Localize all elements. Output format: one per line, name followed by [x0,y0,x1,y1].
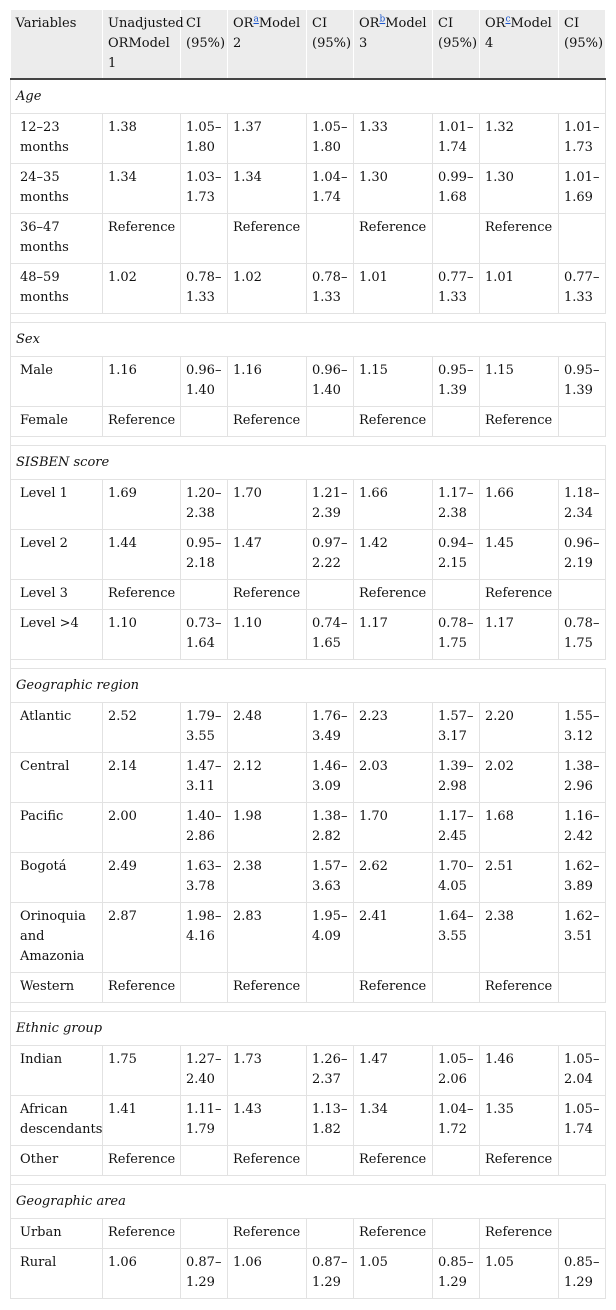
model3-ci-cell: 0.94–2.15 [433,530,480,580]
row-label: Level 3 [11,580,103,610]
model4-or-cell: 1.45 [480,530,559,580]
row-label: Orinoquia and Amazonia [11,903,103,973]
section-title: Age [11,79,606,114]
row-label: Pacific [11,803,103,853]
footnote-link-c[interactable]: c [505,14,511,25]
model3-or-cell: 1.70 [354,803,433,853]
model2-ci-cell: 1.04–1.74 [307,164,354,214]
model3-ci-cell: 1.04–1.72 [433,1096,480,1146]
model3-or-cell: 1.34 [354,1096,433,1146]
table-row [11,114,606,164]
model1-or-cell: Reference [103,407,181,437]
model4-or-cell: 1.35 [480,1096,559,1146]
model4-or-cell: 1.01 [480,264,559,314]
model3-or-cell: Reference [354,580,433,610]
model1-ci-cell: 0.87–1.29 [181,1249,228,1299]
header-model2: $OR^aModel$ 2 [228,10,307,79]
model1-or-cell: 1.06 [103,1249,181,1299]
row-label: Level >4 [11,610,103,660]
model3-or-cell: 1.15 [354,357,433,407]
model1-or-cell: Reference [103,214,181,264]
model2-ci-cell: 1.38–2.82 [307,803,354,853]
table-row [11,407,606,437]
model2-ci-cell: 0.78–1.33 [307,264,354,314]
model3-or-cell: 2.03 [354,753,433,803]
section-spacer [11,1003,606,1012]
model3-or-cell: 1.17 [354,610,433,660]
model1-ci-cell: 1.27–2.40 [181,1046,228,1096]
row-label: Level 2 [11,530,103,580]
model4-ci-cell: 0.77–1.33 [559,264,606,314]
model2-ci-cell [307,580,354,610]
spacer-cell [11,314,606,323]
model2-or-cell: 2.38 [228,853,307,903]
row-label: Indian [11,1046,103,1096]
model4-or-cell: Reference [480,973,559,1003]
model2-ci-cell: 1.76–3.49 [307,703,354,753]
model1-ci-cell: 1.11–1.79 [181,1096,228,1146]
model4-or-cell: 2.20 [480,703,559,753]
model1-or-cell: 1.34 [103,164,181,214]
spacer-cell [11,660,606,669]
model2-ci-cell [307,1146,354,1176]
model2-ci-cell [307,1219,354,1249]
model3-or-cell: 1.01 [354,264,433,314]
table-row [11,264,606,314]
table-header [11,10,606,79]
model2-ci-cell: 0.74–1.65 [307,610,354,660]
model1-or-cell: 1.69 [103,480,181,530]
model1-or-cell: Reference [103,973,181,1003]
table-row [11,480,606,530]
model3-ci-cell [433,407,480,437]
model1-ci-cell [181,1146,228,1176]
model3-ci-cell: 1.17–2.38 [433,480,480,530]
model2-or-cell: 1.43 [228,1096,307,1146]
header-model3: $OR^bModel$ 3 [354,10,433,79]
model3-or-cell: 2.41 [354,903,433,973]
table-body [11,79,606,1299]
model4-ci-cell: 1.38–2.96 [559,753,606,803]
model1-or-cell: Reference [103,580,181,610]
header-unadjusted-model1: Unadjusted ORModel 1 [103,10,181,79]
spacer-cell [11,437,606,446]
model3-ci-cell: 0.95–1.39 [433,357,480,407]
model1-ci-cell [181,973,228,1003]
model4-ci-cell [559,580,606,610]
row-label: 12–23 months [11,114,103,164]
model4-ci-cell: 1.05–2.04 [559,1046,606,1096]
model4-or-cell: 1.66 [480,480,559,530]
model2-or-cell: Reference [228,973,307,1003]
model1-or-cell: 1.38 [103,114,181,164]
model4-ci-cell: 1.01–1.73 [559,114,606,164]
section-title: Geographic area [11,1185,606,1219]
table-row [11,164,606,214]
row-label: Male [11,357,103,407]
model4-ci-cell [559,1146,606,1176]
model2-ci-cell [307,973,354,1003]
model4-or-cell: 1.68 [480,803,559,853]
model4-ci-cell [559,1219,606,1249]
section-spacer [11,437,606,446]
model2-ci-cell: 0.97–2.22 [307,530,354,580]
section-spacer [11,314,606,323]
model1-or-cell: 1.44 [103,530,181,580]
model2-or-cell: 2.48 [228,703,307,753]
model2-ci-cell [307,407,354,437]
model3-or-cell: Reference [354,1219,433,1249]
row-label: Rural [11,1249,103,1299]
model2-or-cell: 1.06 [228,1249,307,1299]
model4-or-cell: 1.15 [480,357,559,407]
model4-or-cell: 2.38 [480,903,559,973]
model3-ci-cell: 1.57–3.17 [433,703,480,753]
table-row [11,753,606,803]
model2-ci-cell: 1.05–1.80 [307,114,354,164]
header-model4: $OR^cModel$ 4 [480,10,559,79]
model3-or-cell: 1.30 [354,164,433,214]
table-row [11,214,606,264]
section-row [11,446,606,480]
model3-or-cell: 1.05 [354,1249,433,1299]
model3-or-cell: 1.33 [354,114,433,164]
row-label: Central [11,753,103,803]
model3-ci-cell: 0.78–1.75 [433,610,480,660]
model1-or-cell: 1.75 [103,1046,181,1096]
row-label: Western [11,973,103,1003]
model3-or-cell: 2.62 [354,853,433,903]
model4-or-cell: 1.32 [480,114,559,164]
model4-ci-cell [559,973,606,1003]
model1-ci-cell [181,407,228,437]
model2-ci-cell: 1.21–2.39 [307,480,354,530]
model3-or-cell: 1.66 [354,480,433,530]
model1-ci-cell: 1.98–4.16 [181,903,228,973]
model3-ci-cell: 1.17–2.45 [433,803,480,853]
row-label: Other [11,1146,103,1176]
row-label: 36–47 months [11,214,103,264]
section-row [11,669,606,703]
row-label: 24–35 months [11,164,103,214]
odds-ratio-table [10,10,606,1299]
model4-ci-cell: 0.78–1.75 [559,610,606,660]
model4-or-cell: Reference [480,580,559,610]
header-ci-4: CI (95%) [559,10,606,79]
row-label: Female [11,407,103,437]
header-ci-3: CI (95%) [433,10,480,79]
model2-or-cell: 1.16 [228,357,307,407]
model3-or-cell: 1.42 [354,530,433,580]
model2-ci-cell: 1.57–3.63 [307,853,354,903]
model3-ci-cell: 1.70–4.05 [433,853,480,903]
table-row [11,1046,606,1096]
section-title: Sex [11,323,606,357]
model2-ci-cell: 1.13–1.82 [307,1096,354,1146]
model3-or-cell: Reference [354,973,433,1003]
model1-ci-cell: 0.73–1.64 [181,610,228,660]
model4-ci-cell: 1.62–3.51 [559,903,606,973]
model4-ci-cell: 0.95–1.39 [559,357,606,407]
model4-or-cell: Reference [480,214,559,264]
section-row [11,1185,606,1219]
table-row [11,973,606,1003]
model4-ci-cell: 1.16–2.42 [559,803,606,853]
model3-or-cell: Reference [354,214,433,264]
model3-ci-cell [433,1219,480,1249]
table-row [11,853,606,903]
model1-ci-cell: 1.05–1.80 [181,114,228,164]
spacer-cell [11,1176,606,1185]
model4-ci-cell: 0.96–2.19 [559,530,606,580]
table-row [11,610,606,660]
model1-or-cell: Reference [103,1219,181,1249]
model3-ci-cell [433,973,480,1003]
model2-ci-cell: 0.87–1.29 [307,1249,354,1299]
model1-or-cell: 2.00 [103,803,181,853]
model1-ci-cell: 1.20–2.38 [181,480,228,530]
table-row [11,530,606,580]
model3-ci-cell: 0.85–1.29 [433,1249,480,1299]
model2-or-cell: 2.12 [228,753,307,803]
model2-or-cell: 1.73 [228,1046,307,1096]
model3-ci-cell: 1.64–3.55 [433,903,480,973]
model1-or-cell: 2.49 [103,853,181,903]
model2-ci-cell [307,214,354,264]
model2-or-cell: 2.83 [228,903,307,973]
model2-or-cell: Reference [228,580,307,610]
table-row [11,357,606,407]
section-title: Ethnic group [11,1012,606,1046]
model1-or-cell: 1.16 [103,357,181,407]
model2-ci-cell: 0.96–1.40 [307,357,354,407]
row-label: African descendants [11,1096,103,1146]
model1-ci-cell: 0.95–2.18 [181,530,228,580]
section-spacer [11,660,606,669]
model4-ci-cell: 1.01–1.69 [559,164,606,214]
table-row [11,580,606,610]
model1-ci-cell [181,1219,228,1249]
model2-or-cell: Reference [228,1146,307,1176]
model1-or-cell: 2.14 [103,753,181,803]
model1-ci-cell [181,214,228,264]
model1-ci-cell: 1.79–3.55 [181,703,228,753]
model2-or-cell: 1.47 [228,530,307,580]
model3-ci-cell [433,214,480,264]
header-ci-2: CI (95%) [307,10,354,79]
table-row [11,1096,606,1146]
spacer-cell [11,1003,606,1012]
model3-ci-cell: 1.39–2.98 [433,753,480,803]
model1-or-cell: 1.41 [103,1096,181,1146]
model4-or-cell: 2.51 [480,853,559,903]
model1-ci-cell [181,580,228,610]
model2-or-cell: 1.10 [228,610,307,660]
model3-or-cell: 1.47 [354,1046,433,1096]
model1-or-cell: 2.87 [103,903,181,973]
table-row [11,803,606,853]
model1-or-cell: 2.52 [103,703,181,753]
model4-ci-cell [559,407,606,437]
model4-ci-cell: 1.62–3.89 [559,853,606,903]
model2-or-cell: 1.34 [228,164,307,214]
model3-ci-cell [433,1146,480,1176]
table-row [11,1219,606,1249]
model4-or-cell: Reference [480,1219,559,1249]
model2-or-cell: Reference [228,1219,307,1249]
model3-ci-cell: 0.99–1.68 [433,164,480,214]
table-row [11,703,606,753]
model1-ci-cell: 1.63–3.78 [181,853,228,903]
model1-or-cell: 1.10 [103,610,181,660]
model3-or-cell: Reference [354,407,433,437]
model4-or-cell: 1.05 [480,1249,559,1299]
model4-ci-cell: 1.05–1.74 [559,1096,606,1146]
header-variables: Variables [11,10,103,79]
row-label: Urban [11,1219,103,1249]
model2-ci-cell: 1.26–2.37 [307,1046,354,1096]
footnote-link-a[interactable]: a [253,14,259,25]
model4-or-cell: Reference [480,1146,559,1176]
section-title: Geographic region [11,669,606,703]
row-label: 48–59 months [11,264,103,314]
model1-ci-cell: 1.03–1.73 [181,164,228,214]
model1-ci-cell: 1.47–3.11 [181,753,228,803]
section-spacer [11,1176,606,1185]
row-label: Atlantic [11,703,103,753]
model2-or-cell: 1.98 [228,803,307,853]
model4-or-cell: 1.30 [480,164,559,214]
footnote-link-b[interactable]: b [379,14,386,25]
model3-ci-cell [433,580,480,610]
header-ci-1: CI (95%) [181,10,228,79]
model4-ci-cell [559,214,606,264]
model2-ci-cell: 1.46–3.09 [307,753,354,803]
model2-or-cell: 1.37 [228,114,307,164]
model4-or-cell: 2.02 [480,753,559,803]
model3-ci-cell: 0.77–1.33 [433,264,480,314]
model1-or-cell: 1.02 [103,264,181,314]
model3-or-cell: Reference [354,1146,433,1176]
section-row [11,79,606,114]
section-row [11,1012,606,1046]
model4-or-cell: 1.17 [480,610,559,660]
model4-ci-cell: 1.55–3.12 [559,703,606,753]
model4-ci-cell: 0.85–1.29 [559,1249,606,1299]
model2-or-cell: Reference [228,407,307,437]
table-row [11,1249,606,1299]
model1-ci-cell: 0.96–1.40 [181,357,228,407]
model1-ci-cell: 0.78–1.33 [181,264,228,314]
section-title: SISBEN score [11,446,606,480]
model2-or-cell: Reference [228,214,307,264]
model4-or-cell: 1.46 [480,1046,559,1096]
model3-ci-cell: 1.01–1.74 [433,114,480,164]
model2-ci-cell: 1.95–4.09 [307,903,354,973]
row-label: Bogotá [11,853,103,903]
model1-ci-cell: 1.40–2.86 [181,803,228,853]
model1-or-cell: Reference [103,1146,181,1176]
table-row [11,1146,606,1176]
model2-or-cell: 1.70 [228,480,307,530]
model3-ci-cell: 1.05–2.06 [433,1046,480,1096]
row-label: Level 1 [11,480,103,530]
section-row [11,323,606,357]
model2-or-cell: 1.02 [228,264,307,314]
table-row [11,903,606,973]
model4-or-cell: Reference [480,407,559,437]
model4-ci-cell: 1.18–2.34 [559,480,606,530]
model3-or-cell: 2.23 [354,703,433,753]
